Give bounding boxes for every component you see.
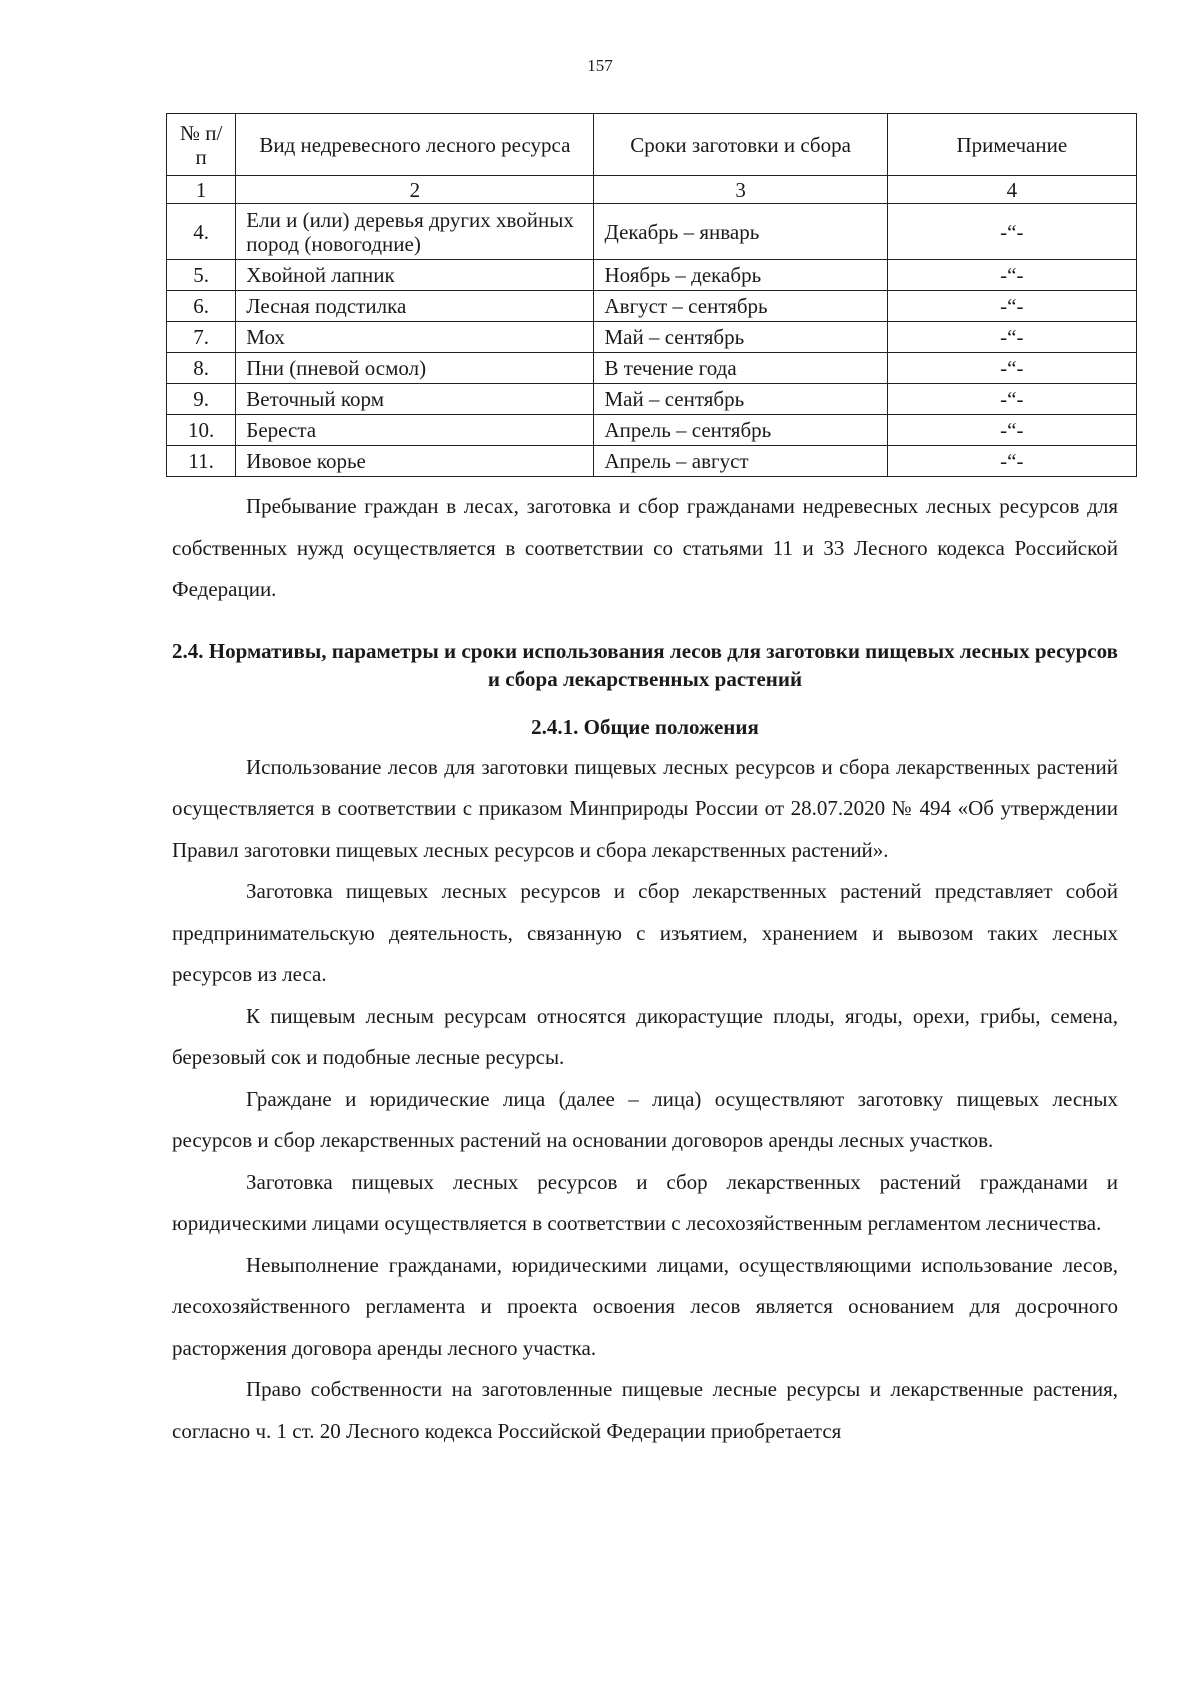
row-period: Апрель – сентябрь [594,415,887,446]
section-heading: 2.4. Нормативы, параметры и сроки использования лесов для заготовки пищевых лесных ресурсов и сбора лекарственных растений [172,638,1118,691]
paragraph: Заготовка пищевых лесных ресурсов и сбор лекарственных растений представляет собой предпринимательскую деятельность, связанную с изъятием, хранением и вывозом таких лесных ресурсов из леса. [172,879,1118,986]
table-row [167,322,1137,353]
row-resource: Хвойной лапник [236,260,594,291]
row-number: 6. [167,291,236,322]
table-row [167,384,1137,415]
resources-table [166,113,1137,477]
table-header-row [167,114,1137,176]
row-resource: Ивовое корье [236,446,594,477]
paragraph: К пищевым лесным ресурсам относятся дикорастущие плоды, ягоды, орехи, грибы, семена, березовый сок и подобные лесные ресурсы. [172,1003,1118,1069]
table-row [167,415,1137,446]
table-row [167,260,1137,291]
row-note: -“- [887,204,1136,260]
row-number: 5. [167,260,236,291]
row-number: 8. [167,353,236,384]
header-number: № п/п [167,114,236,176]
row-period: Август – сентябрь [594,291,887,322]
row-period: В течение года [594,353,887,384]
table-row [167,446,1137,477]
row-period: Апрель – август [594,446,887,477]
paragraph: Граждане и юридические лица (далее – лица) осуществляют заготовку пищевых лесных ресурсов и сбор лекарственных растений на основании договоров аренды лесных участков. [172,1086,1118,1152]
row-note: -“- [887,322,1136,353]
row-number: 10. [167,415,236,446]
column-index: 1 [167,176,236,204]
paragraph: Пребывание граждан в лесах, заготовка и сбор гражданами недревесных лесных ресурсов для собственных нужд осуществляется в соответствии со статьями 11 и 33 Лесного кодекса Российской Федерации. [172,494,1118,601]
row-resource: Береста [236,415,594,446]
column-index: 2 [236,176,594,204]
page-number: 157 [587,56,613,75]
paragraph: Невыполнение гражданами, юридическими лицами, осуществляющими использование лесов, лесохозяйственного регламента и проекта освоения лесов является основанием для досрочного расторжения договора аренды лесного участка. [172,1252,1118,1360]
column-index: 3 [594,176,887,204]
paragraph: Использование лесов для заготовки пищевых лесных ресурсов и сбора лекарственных растений осуществляется в соответствии с приказом Минприроды России от 28.07.2020 № 494 «Об утверждении Правил заготовки пищевых лесных ресурсов и сбора лекарственных растений». [172,754,1118,862]
row-note: -“- [887,353,1136,384]
column-index: 4 [887,176,1136,204]
row-period: Ноябрь – декабрь [594,260,887,291]
row-note: -“- [887,291,1136,322]
row-period: Декабрь – январь [594,204,887,260]
row-note: -“- [887,260,1136,291]
row-resource: Мох [236,322,594,353]
paragraph: Право собственности на заготовленные пищевые лесные ресурсы и лекарственные растения, согласно ч. 1 ст. 20 Лесного кодекса Российской Федерации приобретается [172,1377,1118,1443]
row-number: 11. [167,446,236,477]
table-column-index-row [167,176,1137,204]
row-note: -“- [887,384,1136,415]
header-period: Сроки заготовки и сбора [594,114,887,176]
row-number: 4. [167,204,236,260]
row-resource: Лесная подстилка [236,291,594,322]
body-text [172,486,1118,1452]
subsection-heading: 2.4.1. Общие положения [531,714,759,739]
paragraph: Заготовка пищевых лесных ресурсов и сбор лекарственных растений гражданами и юридическими лицами осуществляется в соответствии с лесохозяйственным регламентом лесничества. [172,1169,1118,1235]
table-row [167,204,1137,260]
row-note: -“- [887,446,1136,477]
row-resource: Веточный корм [236,384,594,415]
header-note: Примечание [887,114,1136,176]
row-period: Май – сентябрь [594,322,887,353]
row-number: 9. [167,384,236,415]
row-note: -“- [887,415,1136,446]
row-number: 7. [167,322,236,353]
row-period: Май – сентябрь [594,384,887,415]
table-row [167,353,1137,384]
table-row [167,291,1137,322]
row-resource: Ели и (или) деревья других хвойных пород (новогодние) [236,204,594,260]
row-resource: Пни (пневой осмол) [236,353,594,384]
header-resource: Вид недревесного лесного ресурса [236,114,594,176]
